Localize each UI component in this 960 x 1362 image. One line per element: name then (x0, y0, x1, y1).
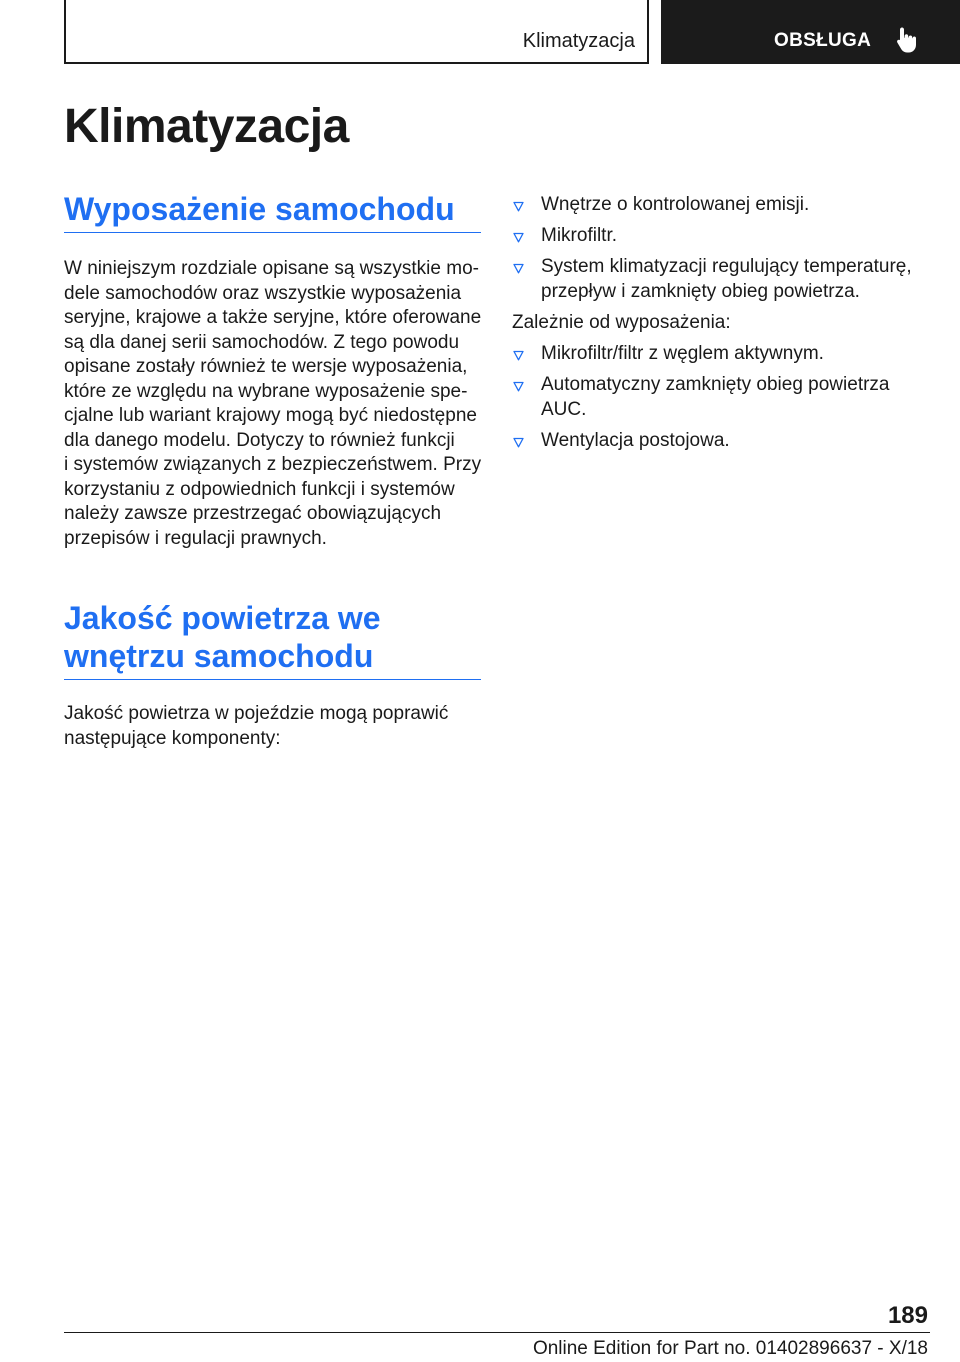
paragraph-line: opisane zostały również te wersje wyposażenia, (64, 356, 468, 377)
triangle-bullet-icon (513, 201, 524, 212)
triangle-bullet-icon (513, 437, 524, 448)
paragraph-line: następujące komponenty: (64, 727, 281, 749)
left-column (64, 190, 481, 751)
list-item (512, 224, 932, 249)
heading-line: Jakość powietrza we (64, 600, 381, 636)
list-item (512, 429, 932, 454)
paragraph-line: które ze względu na wybrane wyposażenie spe- (64, 380, 468, 402)
triangle-bullet-icon (513, 350, 524, 361)
paragraph-line: dla danego modelu. Dotyczy to również funkcji (64, 429, 455, 451)
header-chapter-tab (64, 0, 649, 64)
list-item-text: System klimatyzacji regulujący temperaturę, (541, 256, 912, 277)
page-number: 189 (887, 1302, 928, 1329)
component-list (512, 193, 932, 304)
edition-footer: Online Edition for Part no. 01402896637 - X/18 (532, 1338, 928, 1359)
triangle-bullet-icon (513, 232, 524, 243)
paragraph-line: dele samochodów oraz wszystkie wyposażenia (64, 282, 462, 304)
list-item-text: Mikrofiltr. (541, 225, 617, 246)
list-item-text: AUC. (541, 398, 587, 420)
list-item-text: Mikrofiltr/filtr z węglem aktywnym. (541, 343, 824, 364)
paragraph-line: należy zawsze przestrzegać obowiązujących (64, 503, 442, 524)
equipment-paragraph (64, 257, 481, 551)
paragraph-line: seryjne, krajowe a także seryjne, które oferowane (64, 307, 482, 328)
list-item (512, 373, 932, 422)
paragraph-line: cjalne lub wariant krajowy mogą być niedostępne (64, 405, 477, 426)
paragraph-line: Jakość powietrza w pojeździe mogą poprawić (64, 703, 449, 724)
list-item (512, 193, 932, 218)
air-quality-paragraph (64, 702, 481, 751)
page-title: Klimatyzacja (64, 100, 349, 153)
section-heading-equipment: Wyposażenie samochodu (64, 190, 481, 233)
section-heading-air-quality (64, 599, 481, 680)
list-item-text: Wnętrze o kontrolowanej emisji. (541, 194, 810, 215)
list-item-text: Automatyczny zamknięty obieg powietrza (541, 374, 890, 395)
footer-divider (64, 1332, 930, 1333)
paragraph-line: W niniejszym rozdziale opisane są wszystkie mo- (64, 258, 479, 279)
list-item (512, 342, 932, 367)
triangle-bullet-icon (513, 381, 524, 392)
equipment-dependency-label: Zależnie od wyposażenia: (512, 311, 731, 333)
optional-component-list (512, 342, 932, 453)
triangle-bullet-icon (513, 263, 524, 274)
list-item (512, 255, 932, 304)
heading-line: wnętrzu samochodu (64, 638, 374, 674)
section-tab-label: OBSŁUGA (774, 30, 872, 51)
paragraph-line: korzystaniu z odpowiednich funkcji i systemów (64, 478, 455, 500)
list-item-text: przepływ i zamknięty obieg powietrza. (541, 280, 860, 302)
header-section-tab (661, 0, 960, 64)
list-item-text: Wentylacja postojowa. (541, 429, 730, 451)
paragraph-line: są dla danej serii samochodów. Z tego powodu (64, 331, 460, 353)
chapter-tab-label: Klimatyzacja (522, 30, 635, 52)
paragraph-line: przepisów i regulacji prawnych. (64, 527, 327, 549)
paragraph-line: i systemów związanych z bezpieczeństwem. Przy (64, 454, 482, 475)
right-column (512, 193, 932, 460)
pointing-hand-icon (895, 26, 919, 54)
